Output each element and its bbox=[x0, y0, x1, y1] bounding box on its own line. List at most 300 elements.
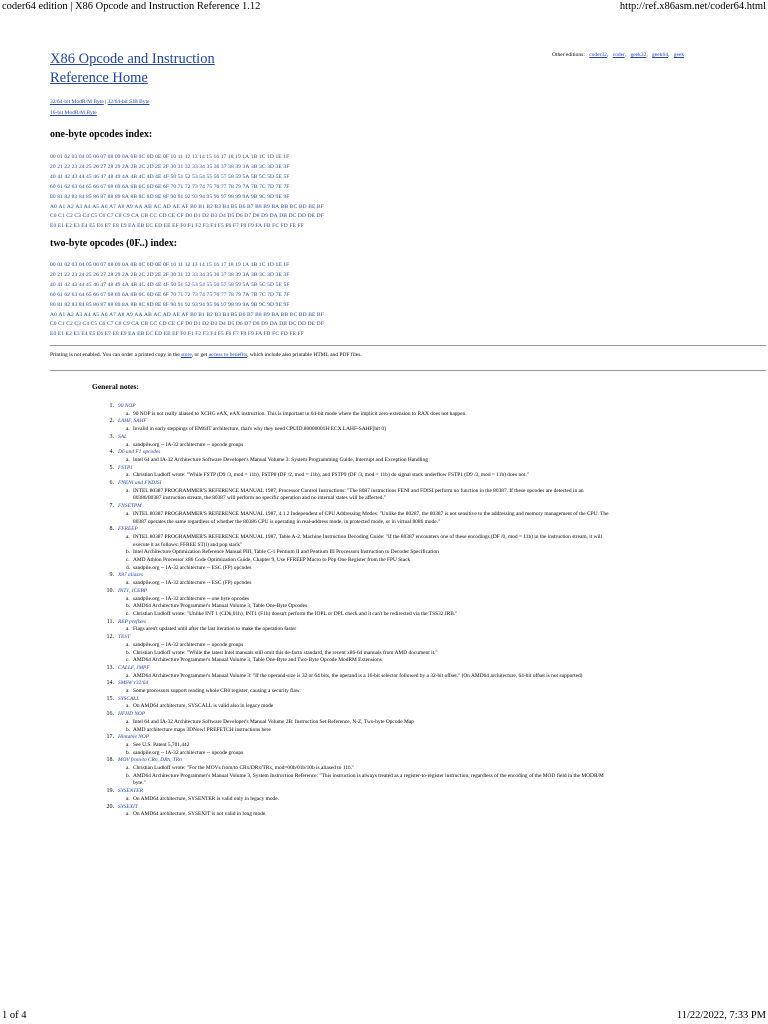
opcode-link[interactable]: DA bbox=[269, 213, 278, 220]
opcode-link[interactable]: 02 bbox=[64, 262, 71, 268]
opcode-link[interactable]: E2 bbox=[65, 223, 72, 230]
opcode-link[interactable]: AB bbox=[144, 203, 152, 210]
opcode-link[interactable]: 20 bbox=[50, 163, 56, 170]
opcode-link[interactable]: 2A bbox=[122, 271, 129, 278]
opcode-link[interactable]: 75 bbox=[206, 291, 213, 298]
opcode-link[interactable]: EA bbox=[128, 331, 136, 338]
opcode-link[interactable]: 75 bbox=[206, 183, 213, 190]
opcode-link[interactable]: 2E bbox=[155, 271, 162, 278]
opcode-link[interactable]: DC bbox=[288, 213, 297, 220]
opcode-link[interactable]: E9 bbox=[120, 331, 127, 338]
opcode-link[interactable]: 2B bbox=[130, 163, 138, 170]
opcode-link[interactable]: E5 bbox=[89, 223, 96, 230]
opcode-link[interactable]: 23 bbox=[71, 271, 78, 278]
opcode-link[interactable]: 05 bbox=[86, 154, 92, 160]
opcode-link[interactable]: 80 bbox=[50, 301, 56, 308]
opcode-link[interactable]: 50 bbox=[170, 173, 177, 180]
opcode-link[interactable]: 00 bbox=[50, 262, 56, 268]
opcode-link[interactable]: 00 bbox=[50, 154, 56, 160]
opcode-link[interactable]: A8 bbox=[117, 311, 125, 318]
opcode-link[interactable]: 50 bbox=[170, 281, 177, 288]
opcode-link[interactable]: 4E bbox=[155, 173, 162, 180]
opcode-link[interactable]: D1 bbox=[193, 213, 201, 220]
opcode-link[interactable]: 76 bbox=[213, 291, 220, 298]
opcode-link[interactable]: D3 bbox=[210, 213, 218, 220]
edition-link-coder32[interactable]: coder32 bbox=[589, 52, 607, 58]
opcode-link[interactable]: 3A bbox=[242, 163, 250, 170]
opcode-link[interactable]: 69 bbox=[114, 183, 121, 190]
opcode-link[interactable]: 3B bbox=[250, 271, 258, 278]
opcode-link[interactable]: D5 bbox=[227, 213, 235, 220]
opcode-link[interactable]: 17 bbox=[220, 262, 227, 268]
opcode-link[interactable]: BC bbox=[289, 203, 298, 210]
opcode-link[interactable]: A2 bbox=[66, 203, 74, 210]
opcode-link[interactable]: 88 bbox=[107, 193, 114, 200]
opcode-link[interactable]: E3 bbox=[73, 223, 80, 230]
opcode-link[interactable]: 8B bbox=[130, 193, 138, 200]
opcode-link[interactable]: 58 bbox=[228, 173, 234, 180]
opcode-link[interactable]: 0B bbox=[130, 154, 138, 160]
opcode-link[interactable]: CE bbox=[168, 321, 176, 328]
opcode-link[interactable]: 7A bbox=[242, 183, 250, 190]
opcode-link[interactable]: 83 bbox=[71, 193, 78, 200]
opcode-link[interactable]: 86 bbox=[93, 193, 99, 200]
opcode-link[interactable]: F7 bbox=[232, 331, 239, 338]
opcode-link[interactable]: BB bbox=[280, 203, 289, 210]
opcode-link[interactable]: 6F bbox=[162, 291, 169, 298]
opcode-link[interactable]: D6 bbox=[235, 213, 243, 220]
opcode-link[interactable]: 28 bbox=[107, 163, 114, 170]
opcode-link[interactable]: AD bbox=[162, 311, 171, 318]
opcode-link[interactable]: FD bbox=[280, 223, 288, 230]
opcode-link[interactable]: DC bbox=[288, 321, 297, 328]
opcode-link[interactable]: 38 bbox=[228, 271, 234, 278]
opcode-link[interactable]: 8D bbox=[146, 301, 154, 308]
opcode-link[interactable]: 2F bbox=[162, 271, 169, 278]
opcode-link[interactable]: 1C bbox=[258, 262, 266, 268]
edition-link-geek32[interactable]: geek32 bbox=[630, 52, 647, 58]
opcode-link[interactable]: 73 bbox=[192, 183, 198, 190]
opcode-link[interactable]: F4 bbox=[210, 223, 217, 230]
opcode-link[interactable]: 7D bbox=[267, 291, 275, 298]
opcode-link[interactable]: 91 bbox=[177, 301, 184, 308]
opcode-link[interactable]: 43 bbox=[71, 281, 78, 288]
opcode-link[interactable]: 8D bbox=[146, 193, 154, 200]
opcode-link[interactable]: 79 bbox=[235, 183, 242, 190]
opcode-link[interactable]: 58 bbox=[228, 281, 234, 288]
opcode-link[interactable]: 3C bbox=[259, 163, 266, 170]
opcode-link[interactable]: 6B bbox=[130, 291, 138, 298]
opcode-link[interactable]: F9 bbox=[247, 331, 254, 338]
opcode-link[interactable]: 78 bbox=[228, 183, 234, 190]
opcode-link[interactable]: A4 bbox=[83, 311, 91, 318]
opcode-link[interactable]: 09 bbox=[114, 262, 121, 268]
opcode-link[interactable]: 68 bbox=[107, 291, 114, 298]
opcode-link[interactable]: A0 bbox=[50, 311, 57, 318]
opcode-link[interactable]: 69 bbox=[114, 291, 121, 298]
opcode-link[interactable]: 57 bbox=[220, 281, 227, 288]
opcode-link[interactable]: 93 bbox=[192, 193, 198, 200]
opcode-link[interactable]: F5 bbox=[217, 223, 224, 230]
opcode-link[interactable]: FA bbox=[255, 331, 263, 338]
opcode-link[interactable]: 76 bbox=[213, 183, 220, 190]
opcode-link[interactable]: B2 bbox=[206, 203, 214, 210]
opcode-link[interactable]: C9 bbox=[123, 213, 130, 220]
opcode-link[interactable]: 0C bbox=[138, 154, 146, 160]
opcode-link[interactable]: FF bbox=[297, 331, 304, 338]
opcode-link[interactable]: B5 bbox=[230, 203, 238, 210]
opcode-link[interactable]: 49 bbox=[114, 173, 121, 180]
opcode-link[interactable]: 8E bbox=[155, 301, 162, 308]
opcode-link[interactable]: 53 bbox=[192, 173, 198, 180]
opcode-link[interactable]: 7A bbox=[242, 291, 250, 298]
opcode-link[interactable]: 87 bbox=[100, 301, 107, 308]
opcode-link[interactable]: 3D bbox=[267, 163, 275, 170]
opcode-link[interactable]: 98 bbox=[228, 193, 234, 200]
opcode-link[interactable]: 55 bbox=[206, 173, 213, 180]
opcode-link[interactable]: 9E bbox=[275, 301, 282, 308]
opcode-link[interactable]: 7F bbox=[283, 291, 290, 298]
opcode-link[interactable]: F2 bbox=[195, 331, 202, 338]
opcode-link[interactable]: 67 bbox=[100, 183, 107, 190]
opcode-link[interactable]: 4A bbox=[122, 281, 129, 288]
opcode-link[interactable]: 6D bbox=[146, 291, 154, 298]
opcode-link[interactable]: 6C bbox=[138, 183, 146, 190]
opcode-link[interactable]: 48 bbox=[107, 173, 114, 180]
opcode-link[interactable]: AC bbox=[153, 311, 162, 318]
opcode-link[interactable]: 82 bbox=[64, 193, 71, 200]
opcode-link[interactable]: 64 bbox=[78, 291, 85, 298]
opcode-link[interactable]: D8 bbox=[252, 321, 260, 328]
opcode-link[interactable]: 6F bbox=[162, 183, 169, 190]
opcode-link[interactable]: 26 bbox=[93, 163, 99, 170]
opcode-link[interactable]: 3B bbox=[250, 163, 258, 170]
opcode-link[interactable]: 0C bbox=[138, 262, 146, 268]
opcode-link[interactable]: BD bbox=[298, 203, 307, 210]
opcode-link[interactable]: 03 bbox=[71, 262, 78, 268]
opcode-link[interactable]: 59 bbox=[235, 281, 242, 288]
edition-link-geek64[interactable]: geek64 bbox=[652, 52, 668, 58]
opcode-link[interactable]: 9F bbox=[283, 193, 290, 200]
opcode-link[interactable]: 66 bbox=[93, 183, 99, 190]
opcode-link[interactable]: F0 bbox=[180, 223, 187, 230]
opcode-link[interactable]: 41 bbox=[57, 173, 63, 180]
opcode-link[interactable]: 1B bbox=[250, 262, 258, 268]
opcode-link[interactable]: 21 bbox=[57, 271, 63, 278]
opcode-link[interactable]: 83 bbox=[71, 301, 78, 308]
opcode-link[interactable]: E4 bbox=[81, 331, 88, 338]
opcode-link[interactable]: BE bbox=[308, 311, 316, 318]
opcode-link[interactable]: 37 bbox=[220, 271, 227, 278]
opcode-link[interactable]: 9B bbox=[250, 301, 258, 308]
opcode-link[interactable]: 84 bbox=[78, 193, 85, 200]
opcode-link[interactable]: 46 bbox=[93, 173, 99, 180]
opcode-link[interactable]: 46 bbox=[93, 281, 99, 288]
opcode-link[interactable]: 14 bbox=[199, 262, 205, 268]
opcode-link[interactable]: E0 bbox=[50, 223, 57, 230]
opcode-link[interactable]: B9 bbox=[263, 203, 270, 210]
opcode-link[interactable]: AA bbox=[134, 311, 143, 318]
opcode-link[interactable]: 9F bbox=[283, 301, 290, 308]
opcode-link[interactable]: 2B bbox=[130, 271, 138, 278]
sib-32-64-link[interactable]: 32/64-bit SIB Byte bbox=[107, 99, 150, 105]
opcode-link[interactable]: C2 bbox=[66, 321, 73, 328]
opcode-link[interactable]: 9D bbox=[267, 193, 275, 200]
opcode-link[interactable]: 7C bbox=[259, 291, 266, 298]
opcode-link[interactable]: E9 bbox=[120, 223, 127, 230]
opcode-link[interactable]: 99 bbox=[235, 301, 242, 308]
opcode-link[interactable]: BA bbox=[271, 311, 280, 318]
opcode-link[interactable]: 71 bbox=[177, 183, 184, 190]
opcode-link[interactable]: 01 bbox=[57, 262, 63, 268]
opcode-link[interactable]: 68 bbox=[107, 183, 114, 190]
opcode-link[interactable]: 7E bbox=[275, 291, 282, 298]
opcode-link[interactable]: 42 bbox=[64, 173, 71, 180]
opcode-link[interactable]: 7D bbox=[267, 183, 275, 190]
opcode-link[interactable]: 12 bbox=[184, 154, 191, 160]
opcode-link[interactable]: 40 bbox=[50, 281, 56, 288]
opcode-link[interactable]: 22 bbox=[64, 163, 71, 170]
opcode-link[interactable]: BF bbox=[316, 311, 324, 318]
opcode-link[interactable]: EF bbox=[172, 331, 179, 338]
modrm-16-link[interactable]: 16-bit ModR/M Byte bbox=[50, 110, 97, 116]
opcode-link[interactable]: 42 bbox=[64, 281, 71, 288]
opcode-link[interactable]: AB bbox=[144, 311, 152, 318]
opcode-link[interactable]: CA bbox=[131, 213, 140, 220]
opcode-link[interactable]: 03 bbox=[71, 154, 78, 160]
opcode-link[interactable]: 91 bbox=[177, 193, 184, 200]
opcode-link[interactable]: 10 bbox=[170, 262, 177, 268]
opcode-link[interactable]: A7 bbox=[109, 311, 116, 318]
opcode-link[interactable]: 0B bbox=[130, 262, 138, 268]
opcode-link[interactable]: 7F bbox=[283, 183, 290, 190]
opcode-link[interactable]: D9 bbox=[261, 321, 269, 328]
opcode-link[interactable]: 8C bbox=[138, 193, 146, 200]
opcode-link[interactable]: 81 bbox=[57, 301, 63, 308]
opcode-link[interactable]: 41 bbox=[57, 281, 63, 288]
opcode-link[interactable]: 97 bbox=[220, 193, 227, 200]
opcode-link[interactable]: BC bbox=[289, 311, 298, 318]
opcode-link[interactable]: 55 bbox=[206, 281, 213, 288]
opcode-link[interactable]: AF bbox=[181, 203, 189, 210]
opcode-link[interactable]: 0D bbox=[146, 262, 154, 268]
opcode-link[interactable]: EC bbox=[145, 331, 154, 338]
opcode-link[interactable]: 72 bbox=[184, 291, 191, 298]
opcode-link[interactable]: 3E bbox=[275, 271, 282, 278]
opcode-link[interactable]: 9B bbox=[250, 193, 258, 200]
opcode-link[interactable]: FB bbox=[263, 331, 271, 338]
opcode-link[interactable]: F6 bbox=[225, 331, 232, 338]
opcode-link[interactable]: 22 bbox=[64, 271, 71, 278]
opcode-link[interactable]: AE bbox=[172, 311, 180, 318]
opcode-link[interactable]: 8A bbox=[122, 301, 129, 308]
opcode-link[interactable]: 7E bbox=[275, 183, 282, 190]
opcode-link[interactable]: F4 bbox=[210, 331, 217, 338]
opcode-link[interactable]: EB bbox=[137, 223, 145, 230]
opcode-link[interactable]: 60 bbox=[50, 291, 56, 298]
opcode-link[interactable]: A3 bbox=[75, 311, 83, 318]
opcode-link[interactable]: EF bbox=[172, 223, 179, 230]
opcode-link[interactable]: D0 bbox=[185, 213, 193, 220]
opcode-link[interactable]: F3 bbox=[202, 331, 209, 338]
opcode-link[interactable]: B0 bbox=[190, 203, 197, 210]
opcode-link[interactable]: A5 bbox=[92, 203, 100, 210]
opcode-link[interactable]: 25 bbox=[86, 271, 92, 278]
opcode-link[interactable]: B7 bbox=[247, 203, 254, 210]
opcode-link[interactable]: B7 bbox=[247, 311, 254, 318]
opcode-link[interactable]: 5F bbox=[283, 173, 290, 180]
opcode-link[interactable]: 95 bbox=[206, 301, 213, 308]
opcode-link[interactable]: 1B bbox=[250, 154, 258, 160]
opcode-link[interactable]: D7 bbox=[244, 213, 252, 220]
opcode-link[interactable]: 44 bbox=[78, 173, 85, 180]
opcode-link[interactable]: 2F bbox=[162, 163, 169, 170]
opcode-link[interactable]: D0 bbox=[185, 321, 193, 328]
opcode-link[interactable]: 8B bbox=[130, 301, 138, 308]
opcode-link[interactable]: C7 bbox=[106, 213, 114, 220]
opcode-link[interactable]: 2D bbox=[146, 163, 154, 170]
opcode-link[interactable]: 1A bbox=[242, 262, 250, 268]
opcode-link[interactable]: 5C bbox=[259, 173, 266, 180]
opcode-link[interactable]: 16 bbox=[213, 154, 220, 160]
opcode-link[interactable]: 71 bbox=[177, 291, 184, 298]
opcode-link[interactable]: E7 bbox=[104, 331, 111, 338]
opcode-link[interactable]: 44 bbox=[78, 281, 85, 288]
opcode-link[interactable]: DD bbox=[297, 321, 307, 328]
opcode-link[interactable]: A2 bbox=[66, 311, 74, 318]
opcode-link[interactable]: E8 bbox=[112, 331, 119, 338]
opcode-link[interactable]: 6A bbox=[122, 183, 129, 190]
opcode-link[interactable]: 31 bbox=[177, 271, 184, 278]
opcode-link[interactable]: 1F bbox=[283, 154, 290, 160]
opcode-link[interactable]: 51 bbox=[177, 173, 184, 180]
opcode-link[interactable]: C0 bbox=[50, 213, 57, 220]
opcode-link[interactable]: 77 bbox=[220, 291, 227, 298]
opcode-link[interactable]: 13 bbox=[191, 154, 198, 160]
opcode-link[interactable]: CD bbox=[158, 321, 167, 328]
opcode-link[interactable]: B0 bbox=[190, 311, 197, 318]
opcode-link[interactable]: 95 bbox=[206, 193, 213, 200]
opcode-link[interactable]: 43 bbox=[71, 173, 78, 180]
opcode-link[interactable]: 59 bbox=[235, 173, 242, 180]
opcode-link[interactable]: CF bbox=[176, 213, 184, 220]
opcode-link[interactable]: 5E bbox=[275, 281, 282, 288]
opcode-link[interactable]: 24 bbox=[78, 271, 85, 278]
opcode-link[interactable]: 80 bbox=[50, 193, 56, 200]
opcode-link[interactable]: A1 bbox=[58, 311, 66, 318]
opcode-link[interactable]: 20 bbox=[50, 271, 56, 278]
opcode-link[interactable]: B1 bbox=[198, 311, 205, 318]
opcode-link[interactable]: B1 bbox=[198, 203, 205, 210]
opcode-link[interactable]: DE bbox=[307, 213, 316, 220]
opcode-link[interactable]: 17 bbox=[220, 154, 227, 160]
opcode-link[interactable]: 36 bbox=[213, 163, 220, 170]
opcode-link[interactable]: 3A bbox=[242, 271, 250, 278]
opcode-link[interactable]: C6 bbox=[98, 213, 106, 220]
opcode-link[interactable]: 94 bbox=[199, 193, 205, 200]
opcode-link[interactable]: 8A bbox=[122, 193, 129, 200]
opcode-link[interactable]: 38 bbox=[228, 163, 234, 170]
opcode-link[interactable]: 1A bbox=[242, 154, 250, 160]
opcode-link[interactable]: 11 bbox=[177, 262, 184, 268]
opcode-link[interactable]: B8 bbox=[255, 203, 262, 210]
opcode-link[interactable]: 89 bbox=[114, 301, 121, 308]
opcode-link[interactable]: ED bbox=[154, 331, 163, 338]
opcode-link[interactable]: C0 bbox=[50, 321, 57, 328]
opcode-link[interactable]: 31 bbox=[177, 163, 184, 170]
opcode-link[interactable]: EE bbox=[163, 223, 171, 230]
opcode-link[interactable]: 10 bbox=[170, 154, 177, 160]
opcode-link[interactable]: E4 bbox=[81, 223, 88, 230]
opcode-link[interactable]: 3F bbox=[283, 271, 290, 278]
opcode-link[interactable]: DD bbox=[297, 213, 307, 220]
opcode-link[interactable]: 39 bbox=[235, 163, 242, 170]
opcode-link[interactable]: A9 bbox=[125, 311, 133, 318]
opcode-link[interactable]: 11 bbox=[177, 154, 184, 160]
opcode-link[interactable]: FE bbox=[289, 331, 296, 338]
opcode-link[interactable]: ED bbox=[154, 223, 163, 230]
opcode-link[interactable]: C5 bbox=[90, 213, 98, 220]
opcode-link[interactable]: 1E bbox=[275, 154, 282, 160]
opcode-link[interactable]: B9 bbox=[263, 311, 270, 318]
opcode-link[interactable]: 90 bbox=[170, 301, 177, 308]
opcode-link[interactable]: 27 bbox=[100, 271, 107, 278]
opcode-link[interactable]: 85 bbox=[86, 301, 92, 308]
opcode-link[interactable]: D1 bbox=[193, 321, 201, 328]
opcode-link[interactable]: 86 bbox=[93, 301, 99, 308]
opcode-link[interactable]: 9E bbox=[275, 193, 282, 200]
opcode-link[interactable]: E6 bbox=[96, 331, 104, 338]
opcode-link[interactable]: E3 bbox=[73, 331, 80, 338]
opcode-link[interactable]: F6 bbox=[225, 223, 232, 230]
opcode-link[interactable]: F1 bbox=[187, 223, 194, 230]
opcode-link[interactable]: 2C bbox=[138, 271, 146, 278]
opcode-link[interactable]: 34 bbox=[199, 271, 205, 278]
opcode-link[interactable]: EB bbox=[137, 331, 145, 338]
opcode-link[interactable]: C7 bbox=[106, 321, 114, 328]
opcode-link[interactable]: 9C bbox=[259, 301, 266, 308]
opcode-link[interactable]: 1C bbox=[258, 154, 266, 160]
opcode-link[interactable]: D3 bbox=[210, 321, 218, 328]
opcode-link[interactable]: C4 bbox=[82, 213, 90, 220]
opcode-link[interactable]: 9A bbox=[242, 193, 250, 200]
opcode-link[interactable]: F2 bbox=[195, 223, 202, 230]
opcode-link[interactable]: FC bbox=[272, 331, 280, 338]
opcode-link[interactable]: 07 bbox=[100, 262, 107, 268]
opcode-link[interactable]: 4C bbox=[138, 173, 146, 180]
opcode-link[interactable]: 32 bbox=[184, 271, 191, 278]
opcode-link[interactable]: A7 bbox=[109, 203, 116, 210]
opcode-link[interactable]: 74 bbox=[199, 183, 205, 190]
opcode-link[interactable]: 49 bbox=[114, 281, 121, 288]
opcode-link[interactable]: 4A bbox=[122, 173, 129, 180]
opcode-link[interactable]: 52 bbox=[184, 173, 191, 180]
opcode-link[interactable]: B3 bbox=[214, 311, 222, 318]
opcode-link[interactable]: 21 bbox=[57, 163, 63, 170]
opcode-link[interactable]: 70 bbox=[170, 183, 177, 190]
opcode-link[interactable]: 45 bbox=[86, 281, 92, 288]
opcode-link[interactable]: 18 bbox=[227, 262, 234, 268]
opcode-link[interactable]: 5F bbox=[283, 281, 290, 288]
opcode-link[interactable]: 5B bbox=[250, 173, 258, 180]
opcode-link[interactable]: C3 bbox=[74, 321, 81, 328]
opcode-link[interactable]: 70 bbox=[170, 291, 177, 298]
opcode-link[interactable]: 0E bbox=[155, 262, 162, 268]
opcode-link[interactable]: A6 bbox=[100, 203, 108, 210]
opcode-link[interactable]: 7B bbox=[250, 291, 258, 298]
edition-link-coder[interactable]: coder bbox=[612, 52, 625, 58]
opcode-link[interactable]: 99 bbox=[235, 193, 242, 200]
